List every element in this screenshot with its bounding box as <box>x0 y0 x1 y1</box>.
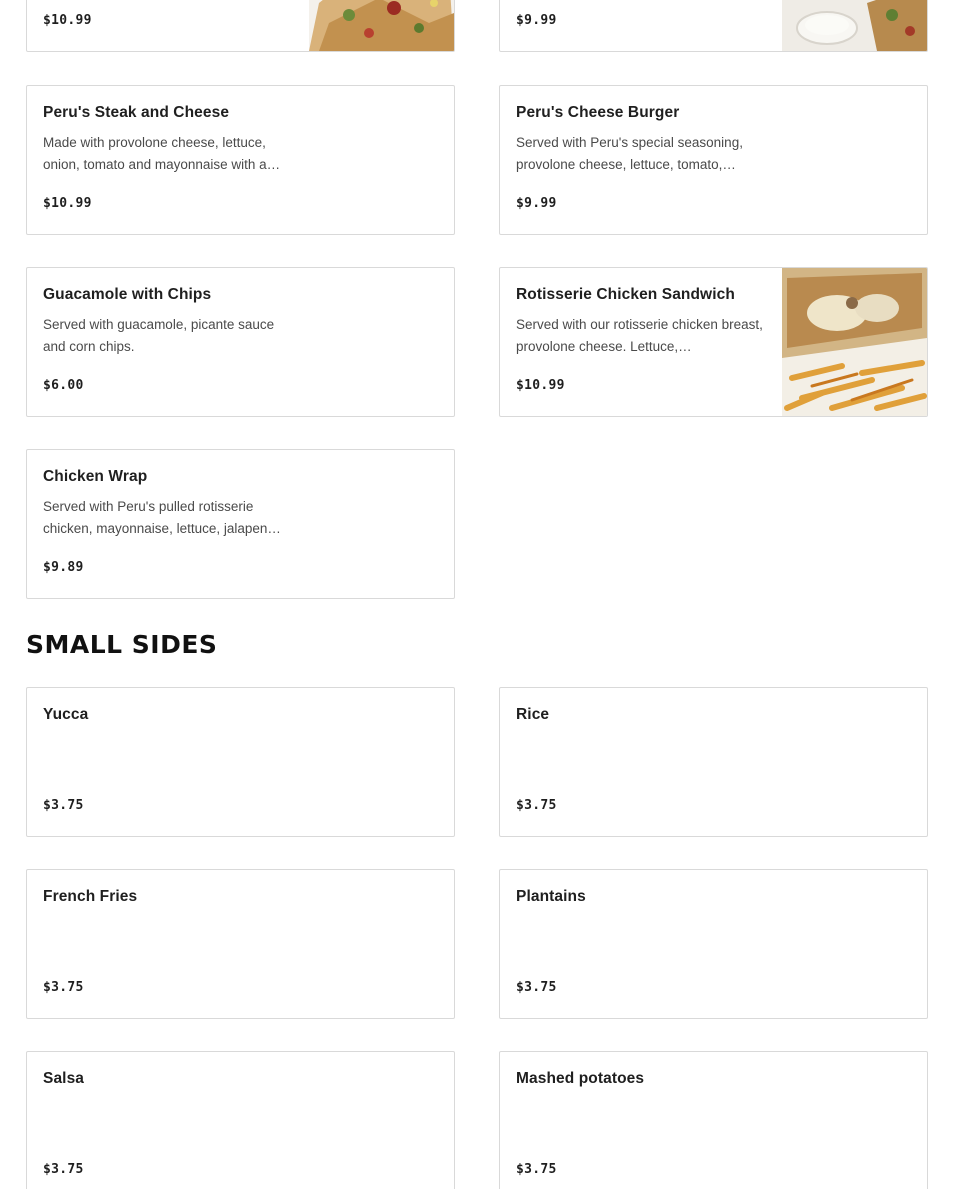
side-item-name: Rice <box>516 706 550 723</box>
menu-item-card-top-right[interactable] <box>499 0 928 52</box>
menu-item-description: Served with Peru's pulled rotisserie chicken, mayonnaise, lettuce, jalapen… <box>43 499 281 536</box>
side-item-name: Yucca <box>43 706 89 723</box>
menu-item-price: $6.00 <box>43 378 84 393</box>
menu-item-card[interactable] <box>499 267 928 417</box>
menu-item-name: Guacamole with Chips <box>43 286 212 303</box>
menu-item-name: Peru's Steak and Cheese <box>43 104 230 121</box>
menu-item-name: Peru's Cheese Burger <box>516 104 680 121</box>
side-item-price: $3.75 <box>43 980 84 995</box>
side-item-card[interactable] <box>499 869 928 1019</box>
side-item-price: $3.75 <box>516 1162 557 1177</box>
side-item-name: Mashed potatoes <box>516 1070 645 1087</box>
section-title-small-sides: SMALL SIDES <box>26 630 218 659</box>
side-item-card[interactable] <box>26 1051 455 1189</box>
side-item-name: Salsa <box>43 1070 85 1087</box>
chicken-sandwich-with-fries-photo <box>782 268 927 416</box>
menu-item-card[interactable] <box>26 449 455 599</box>
menu-item-price: $9.89 <box>43 560 84 575</box>
menu-item-card-top-left[interactable] <box>26 0 455 52</box>
side-item-name: French Fries <box>43 888 138 905</box>
menu-item-price: $10.99 <box>43 13 92 28</box>
side-item-name: Plantains <box>516 888 586 905</box>
menu-item-description: Served with Peru's special seasoning, provolone cheese, lettuce, tomato,… <box>516 135 743 172</box>
side-item-card[interactable] <box>499 1051 928 1189</box>
side-item-card[interactable] <box>26 869 455 1019</box>
menu-item-name: Chicken Wrap <box>43 468 148 485</box>
menu-item-card[interactable] <box>26 85 455 235</box>
side-item-price: $3.75 <box>43 798 84 813</box>
sandwich-with-sauce-photo <box>782 0 927 51</box>
menu-item-price: $10.99 <box>516 378 565 393</box>
menu-item-description: Served with our rotisserie chicken breast, provolone cheese. Lettuce,… <box>516 317 763 354</box>
menu-item-description: Served with guacamole, picante sauce and corn chips. <box>43 317 275 354</box>
menu-item-price: $9.99 <box>516 196 557 211</box>
menu-item-card[interactable] <box>26 267 455 417</box>
menu-item-name: Rotisserie Chicken Sandwich <box>516 286 735 303</box>
side-item-card[interactable] <box>499 687 928 837</box>
menu-item-description: Made with provolone cheese, lettuce, onion, tomato and mayonnaise with a… <box>43 135 281 172</box>
side-item-price: $3.75 <box>516 980 557 995</box>
menu-item-price: $10.99 <box>43 196 92 211</box>
side-item-price: $3.75 <box>43 1162 84 1177</box>
menu-item-price: $9.99 <box>516 13 557 28</box>
side-item-card[interactable] <box>26 687 455 837</box>
menu-item-card[interactable] <box>499 85 928 235</box>
nachos-photo <box>309 0 454 51</box>
side-item-price: $3.75 <box>516 798 557 813</box>
